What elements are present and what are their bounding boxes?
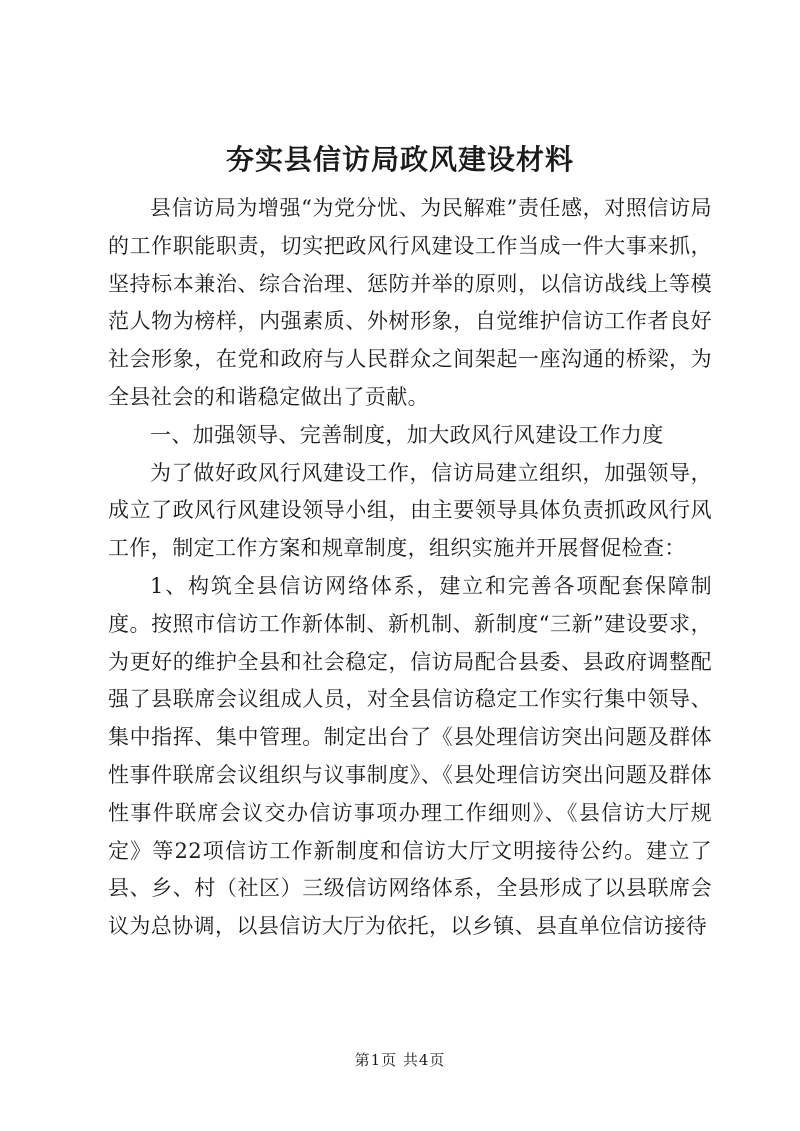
paragraph-section-heading: 一、加强领导、完善制度，加大政风行风建设工作力度 <box>150 422 664 447</box>
paragraph-intro: 县信访局为增强“为党分忧、为民解难”责任感，对照信访局的工作职能职责，切实把政风行风建设工作当成一件大事来抓，坚持标本兼治、综合治理、惩防并举的原则，以信访战线上等模范人物为榜样，内强素质、外树形象，自觉维护信访工作者良好社会形象，在党和政府与人民群众之间架起一座沟通的桥梁，为全县社会的和谐稳定做出了贡献。 <box>108 196 712 409</box>
paragraph-leadership: 为了做好政风行风建设工作，信访局建立组织，加强领导，成立了政风行风建设领导小组，由主要领导具体负责抓政风行风工作，制定工作方案和规章制度，组织实施并开展督促检查： <box>108 460 712 561</box>
page-footer <box>0 1049 800 1070</box>
page-number: 第1页 共4页 <box>354 1051 446 1069</box>
document-body <box>108 190 712 946</box>
paragraph-network-system: 1、构筑全县信访网络体系，建立和完善各项配套保障制度。按照市信访工作新体制、新机制、新制度“三新”建设要求，为更好的维护全县和社会稳定，信访局配合县委、县政府调整配强了县联席会议组成人员，对全县信访稳定工作实行集中领导、集中指挥、集中管理。制定出台了《县处理信访突出问题及群体性事件联席会议组织与议事制度》、《县处理信访突出问题及群体性事件联席会议交办信访事项办理工作细则》、《县信访大厅规定》等22项信访工作新制度和信访大厅文明接待公约。建立了县、乡、村（社区）三级信访网络体系，全县形成了以县联席会议为总协调，以县信访大厅为依托，以乡镇、县直单位信访接待 <box>108 573 712 939</box>
document-title: 夯实县信访局政风建设材料 <box>225 143 574 176</box>
